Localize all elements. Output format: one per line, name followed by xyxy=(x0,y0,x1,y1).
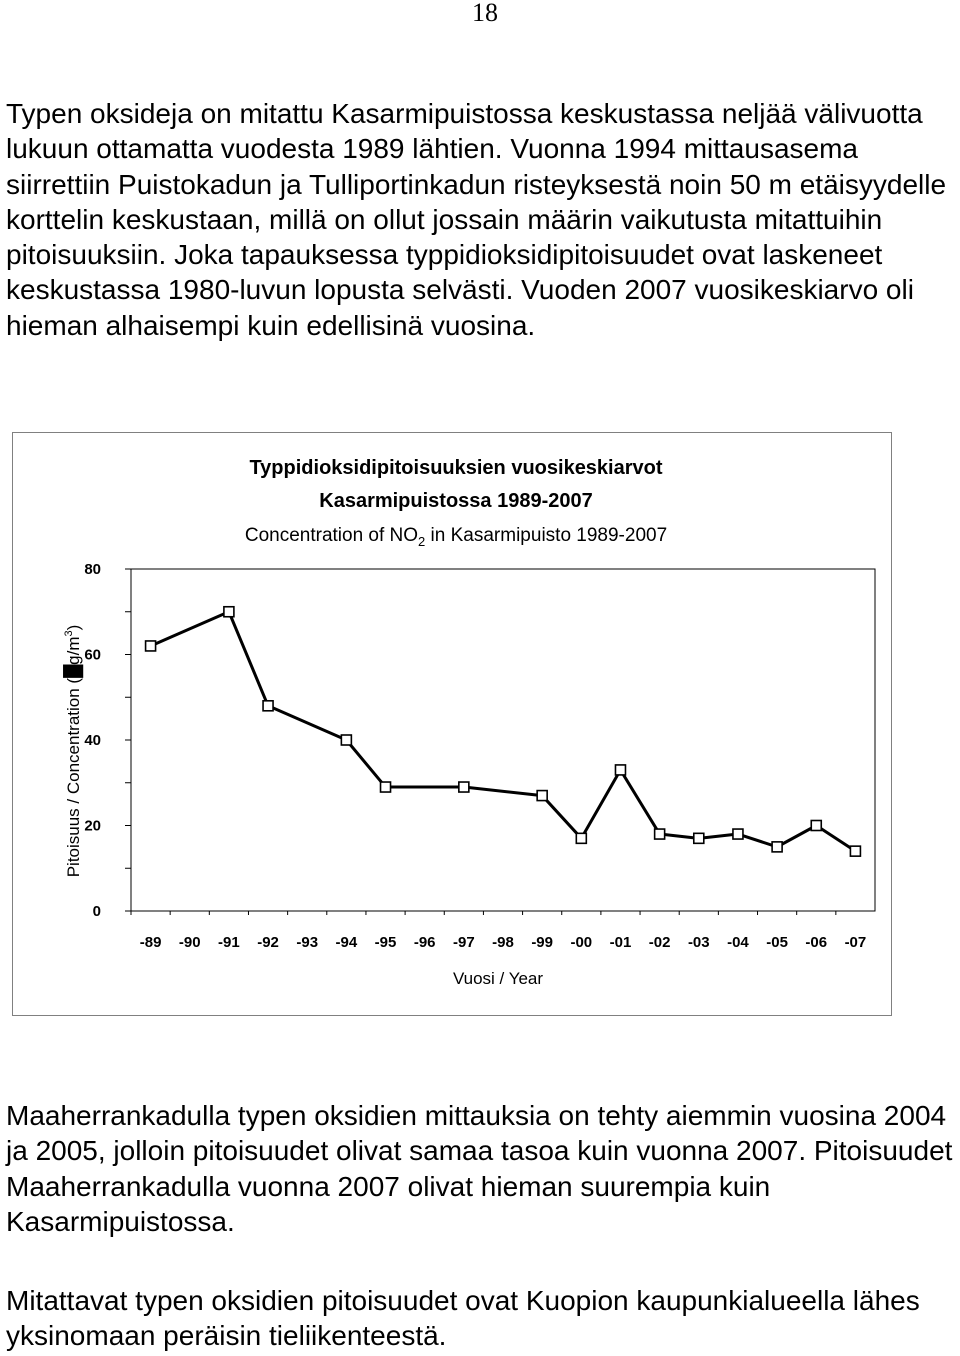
chart-title-line1: Typpidioksidipitoisuuksien vuosikeskiarvot xyxy=(249,457,663,479)
x-tick-label: -04 xyxy=(727,934,749,951)
series-line-segment xyxy=(777,826,816,847)
y-tick-label: 80 xyxy=(84,561,101,578)
y-tick-label: 40 xyxy=(84,732,101,749)
x-tick-label: -03 xyxy=(687,934,710,951)
data-point-marker xyxy=(576,833,586,843)
chart-subtitle: Concentration of $NO_2$ in Kasarmipuisto 1989-2007 xyxy=(244,525,668,549)
page-number: 18 xyxy=(472,0,498,27)
series-line-segment xyxy=(151,612,229,646)
y-tick-label: 60 xyxy=(84,646,101,664)
series-line-segment xyxy=(620,770,659,834)
x-tick-label: -06 xyxy=(805,934,828,951)
data-point-marker xyxy=(772,842,782,852)
x-tick-label: -93 xyxy=(296,934,319,951)
y-axis-label: Pitoisuus / Concentration $(█g/m^3)$ xyxy=(63,624,84,878)
x-tick-label: -01 xyxy=(609,934,632,951)
data-point-marker xyxy=(655,829,665,839)
plot-area xyxy=(131,569,875,911)
x-tick-label: -02 xyxy=(648,934,671,951)
data-point-marker xyxy=(341,735,351,745)
data-point-marker xyxy=(811,821,821,831)
series-no2 xyxy=(146,607,861,856)
x-tick-label: -97 xyxy=(452,934,475,951)
x-axis-tick-labels xyxy=(131,911,866,951)
data-point-marker xyxy=(850,846,860,856)
x-tick-label: -99 xyxy=(531,934,554,951)
x-axis-label: Vuosi / Year xyxy=(452,969,544,988)
x-tick-label: -96 xyxy=(413,934,436,951)
data-point-marker xyxy=(381,782,391,792)
chart-frame xyxy=(12,432,892,1016)
series-line-segment xyxy=(542,796,581,839)
x-tick-label: -00 xyxy=(570,934,593,951)
chart-title-line2: Kasarmipuistossa 1989-2007 xyxy=(319,490,593,512)
y-axis-ticks xyxy=(84,561,131,920)
x-tick-label: -91 xyxy=(218,934,240,951)
series-line-segment xyxy=(699,834,738,838)
data-point-marker xyxy=(733,829,743,839)
series-line-segment xyxy=(229,612,268,706)
body-paragraph-2: Maaherrankadulla typen oksidien mittauksia on tehty aiemmin vuosina 2004 ja 2005, jolloin pitoisuudet olivat samaa tasoa kuin vuonna 2007. Pitoisuudet Maaherrankadulla vuonna 2007 olivat hieman suurempia kuin Kasarmipuistossa. xyxy=(6,1100,953,1237)
x-tick-label: -05 xyxy=(766,934,788,951)
data-point-marker xyxy=(615,765,625,775)
x-tick-label: -07 xyxy=(844,934,867,951)
x-tick-label: -89 xyxy=(139,934,162,951)
series-line-segment xyxy=(738,834,777,847)
series-line-segment xyxy=(581,770,620,838)
x-tick-label: -92 xyxy=(257,934,279,951)
data-point-marker xyxy=(263,701,273,711)
y-tick-label: 20 xyxy=(84,817,101,835)
series-line-segment xyxy=(464,787,542,796)
body-paragraph-1: Typen oksideja on mitattu Kasarmipuistossa keskustassa neljää välivuotta lukuun ottamatta vuodesta 1989 lähtien. Vuonna 1994 mittausasema siirrettiin Puistokadun ja Tulliportinkadun risteyksestä noin 50 m etäisyydelle korttelin keskustaan, millä on ollut jossain määrin vaikutusta mitattuihin pitoisuuksiin. Joka tapauksessa typpidioksidipitoisuudet ovat laskeneet keskustassa 1980-luvun lopusta selvästi. Vuoden 2007 vuosikeskiarvo oli hieman alhaisempi kuin edellisinä vuosina. xyxy=(6,98,947,341)
series-line-segment xyxy=(346,740,385,787)
x-tick-label: -90 xyxy=(178,934,201,951)
series-line-segment xyxy=(660,834,699,838)
y-tick-label: 0 xyxy=(92,903,101,920)
series-line-segment xyxy=(816,826,855,852)
body-paragraph-3: Mitattavat typen oksidien pitoisuudet ovat Kuopion kaupunkialueella lähes yksinomaan peräisin tieliikenteestä. xyxy=(6,1285,920,1352)
series-line-segment xyxy=(268,706,346,740)
data-point-marker xyxy=(146,641,156,651)
data-point-marker xyxy=(694,833,704,843)
data-point-marker xyxy=(224,607,234,617)
data-point-marker xyxy=(459,782,469,792)
x-tick-label: -94 xyxy=(335,934,358,951)
data-point-marker xyxy=(537,791,547,801)
x-tick-label: -98 xyxy=(492,934,514,951)
x-tick-label: -95 xyxy=(374,934,397,951)
no2-line-chart xyxy=(13,433,893,1017)
